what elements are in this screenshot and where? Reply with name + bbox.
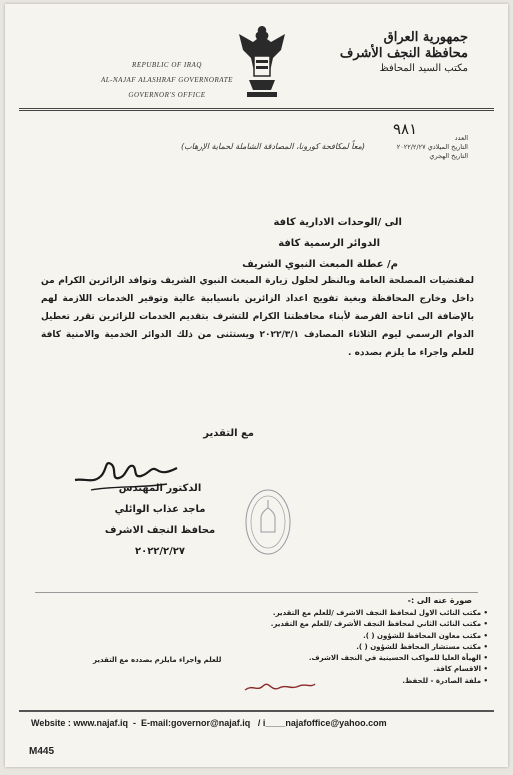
cc-item: • الاقسام كافة. <box>271 664 488 675</box>
meta-field: العدد <box>454 134 468 142</box>
letter-body: لمقتضيات المصلحة العامة وبالنظر لحلول زيارة المبعث النبوي الشريف وتوافد الزائرين الكرام من داخل وخارج المحافظة وبغية تفويج اعداد الزائرين بانسيابية عالية وتوفير الخدمات اللازمة لهم بالإضافة الى اتاحة الفرصة لأبناء محافظتنا الكرام للتشرف بتقديم الخدمات للزائرين تقرر تعطيل الدوام الرسمي ليوم الثلاثاء المصادف ٢٠٢٢/٣/١ ويستثنى من ذلك الدوائر الخدمية والامنية كافة للعلم واجراء ما يلزم بصدده . <box>41 276 474 358</box>
initials-signature-icon <box>241 676 319 698</box>
reference-meta <box>397 134 468 161</box>
letterhead-ar-line: جمهورية العراق <box>383 30 468 45</box>
official-stamp-icon <box>243 482 293 556</box>
signatory-title: الدكتور المهندس <box>118 483 202 494</box>
closing: مع التقدير <box>203 428 254 439</box>
footer-alt-email: / i____najafoffice@yahoo.com <box>257 718 387 728</box>
meta-field: التاريخ الهجري <box>429 152 468 160</box>
signatory-block <box>90 478 230 562</box>
cc-divider <box>35 592 478 593</box>
footer-website: Website : www.najaf.iq <box>31 718 129 728</box>
meta-field: التاريخ الميلادي ٢٠٢٢/٢/٢٧ <box>396 143 468 151</box>
letterhead-english <box>101 58 233 103</box>
letter-page <box>5 4 508 767</box>
cc-item: • مكتب النائب الثاني لمحافظ النجف الأشرف /للعلم مع التقدير. <box>271 619 488 630</box>
meta-date: ٢٠٢٢/٢/٢٧ <box>396 143 426 151</box>
footer-contact: Website : www.najaf.iq - E-mail:governor@najaf.iq / i____najafoffice@yahoo.com <box>31 718 387 728</box>
addressee-block <box>242 212 402 275</box>
iraq-eagle-emblem-icon <box>235 20 289 104</box>
addressee-line: الى /الوحدات الادارية كافة <box>273 217 402 228</box>
letterhead-en-line: REPUBLIC OF IRAQ <box>132 61 202 69</box>
cc-title: صورة عنه الى :- <box>407 596 472 605</box>
signatory-name: ماجد عذاب الوائلي <box>114 504 206 515</box>
campaign-note: (معاً لمكافحة كورونا، المصادقة الشاملة لحماية الإرهاب) <box>181 142 365 151</box>
footer-divider <box>19 710 494 712</box>
addressee-line: الدوائر الرسمية كافة <box>278 238 380 249</box>
header-divider-thin <box>19 110 494 111</box>
subject-line: م/ عطلة المبعث النبوي الشريف <box>242 259 398 270</box>
letterhead-ar-line: محافظة النجف الأشرف <box>339 46 468 62</box>
footer-email: E-mail:governor@najaf.iq <box>141 718 251 728</box>
letterhead-en-line: AL-NAJAF ALASHRAF GOVERNORATE <box>101 76 233 84</box>
letterhead-ar-line: مكتب السيد المحافظ <box>379 62 468 74</box>
signatory-date: ٢٠٢٢/٢/٢٧ <box>134 546 186 557</box>
document-code: M445 <box>29 746 55 757</box>
cc-item: • مكتب مستشار المحافظ للشؤون ( ). <box>271 642 488 653</box>
header-divider <box>19 108 494 109</box>
signatory-position: محافظ النجف الاشرف <box>104 525 216 536</box>
cc-item: • ملفة الصادرة - للحفظ. <box>271 676 488 687</box>
letterhead-en-line: GOVERNOR'S OFFICE <box>128 91 206 99</box>
cc-item: • مكتب معاون المحافظ للشؤون ( ). <box>271 631 488 642</box>
letterhead-arabic <box>340 30 468 75</box>
cc-side-note: للعلم واجراء مايلزم بصدده مع التقدير <box>93 656 222 664</box>
cc-item: • مكتب النائب الاول لمحافظ النجف الاشرف /للعلم مع التقدير. <box>271 608 488 619</box>
reference-number: ٩٨١ <box>393 120 418 138</box>
cc-item: • الهيأة العليا للمواكب الحسينية في النجف الاشرف. <box>271 653 488 664</box>
